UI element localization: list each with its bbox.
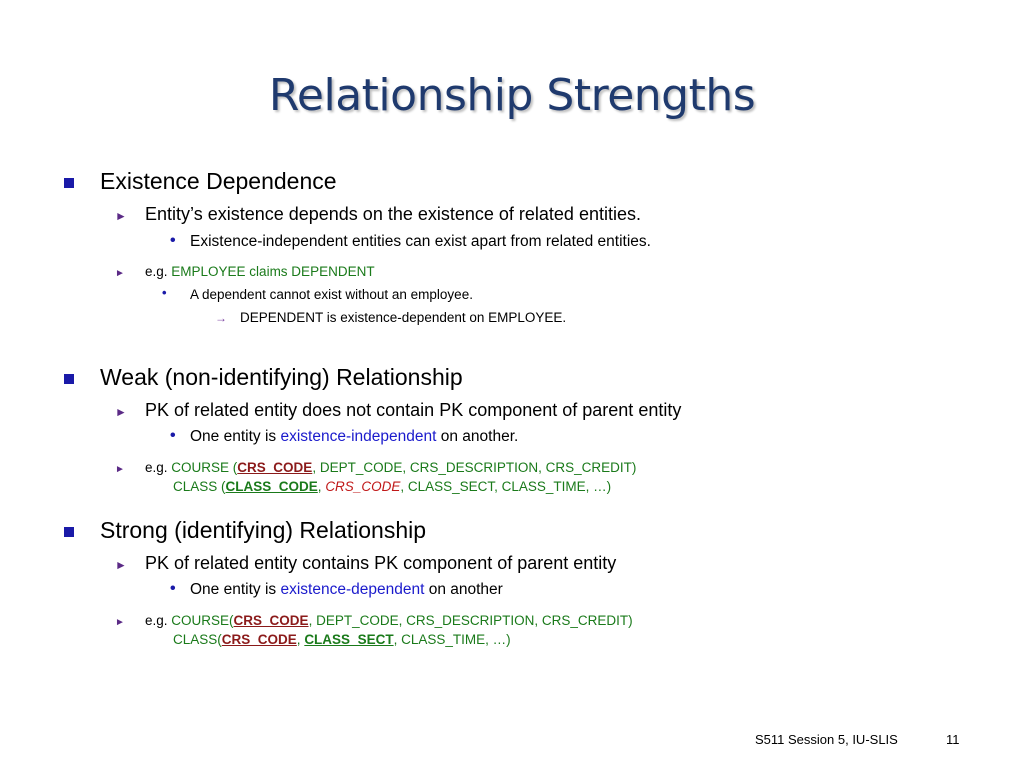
sub-bullet-text: PK of related entity does not contain PK component of parent entity (145, 400, 682, 420)
sub-sub-bullet-text: Existence-independent entities can exist apart from related entities. (190, 233, 651, 250)
example-bullet-text: A dependent cannot exist without an employee. (190, 287, 473, 302)
example-line (145, 264, 375, 279)
slide-number: 11 (946, 732, 960, 747)
square-bullet-icon (64, 374, 74, 384)
square-bullet-icon (64, 527, 74, 537)
example-line-class (173, 632, 511, 647)
highlight-term: existence-dependent (280, 581, 425, 598)
primary-key-part: CRS_CODE (221, 632, 297, 647)
example-arrow-text: DEPENDENT is existence-dependent on EMPLOYEE. (240, 310, 567, 325)
sub-sub-bullet-text (190, 581, 503, 599)
triangle-bullet-icon: ► (115, 209, 127, 223)
triangle-bullet-icon: ► (115, 405, 127, 419)
sub-bullet-text: Entity’s existence depends on the existence of related entities. (145, 204, 641, 224)
heading-weak-relationship: Weak (non-identifying) Relationship (100, 364, 463, 390)
table-name: CLASS( (173, 632, 222, 647)
dot-bullet-icon: • (170, 580, 176, 597)
example-line-class (173, 479, 611, 494)
bullet-pre: One entity is (190, 428, 281, 445)
eg-prefix: e.g. (145, 264, 172, 279)
separator: , (317, 479, 326, 494)
triangle-bullet-icon: ► (115, 558, 127, 572)
bullet-post: on another. (436, 428, 519, 445)
heading-existence-dependence: Existence Dependence (100, 168, 337, 194)
table-name: COURSE ( (171, 460, 238, 475)
foreign-key: CRS_CODE (325, 479, 401, 494)
sub-bullet-text: PK of related entity contains PK component of parent entity (145, 553, 617, 573)
triangle-bullet-icon: ► (115, 617, 125, 628)
highlight-term: existence-independent (280, 428, 437, 445)
attributes: , DEPT_CODE, CRS_DESCRIPTION, CRS_CREDIT) (312, 460, 637, 475)
primary-key: CRS_CODE (237, 460, 313, 475)
table-name: CLASS ( (173, 479, 226, 494)
square-bullet-icon (64, 178, 74, 188)
bullet-post: on another (424, 581, 503, 598)
separator: , (296, 632, 305, 647)
example-line-course (145, 460, 636, 475)
attributes: , DEPT_CODE, CRS_DESCRIPTION, CRS_CREDIT) (308, 613, 633, 628)
bullet-pre: One entity is (190, 581, 281, 598)
triangle-bullet-icon: ► (115, 464, 125, 475)
eg-prefix: e.g. (145, 613, 172, 628)
eg-prefix: e.g. (145, 460, 172, 475)
arrow-bullet-icon: → (215, 311, 227, 325)
slide-title: Relationship Strengths (268, 70, 756, 121)
example-text: EMPLOYEE claims DEPENDENT (171, 264, 375, 279)
table-name: COURSE( (171, 613, 234, 628)
sub-sub-bullet-text (190, 428, 518, 446)
footer-session: S511 Session 5, IU-SLIS (755, 732, 898, 747)
primary-key: CLASS_CODE (225, 479, 318, 494)
heading-strong-relationship: Strong (identifying) Relationship (100, 517, 427, 543)
attributes: , CLASS_TIME, …) (393, 632, 511, 647)
dot-bullet-icon: • (162, 285, 167, 300)
triangle-bullet-icon: ► (115, 268, 125, 279)
primary-key: CRS_CODE (233, 613, 309, 628)
dot-bullet-icon: • (170, 232, 176, 249)
primary-key-part: CLASS_SECT (304, 632, 394, 647)
example-line-course (145, 613, 633, 628)
dot-bullet-icon: • (170, 427, 176, 444)
attributes: , CLASS_SECT, CLASS_TIME, …) (400, 479, 612, 494)
